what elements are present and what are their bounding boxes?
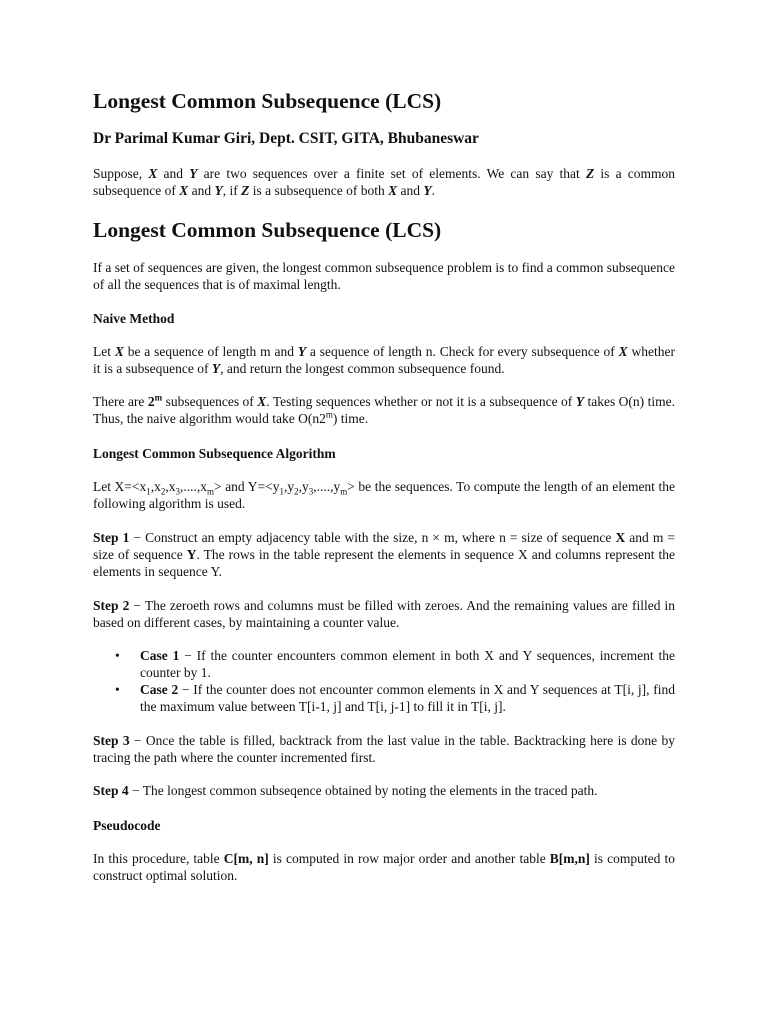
list-item: • Case 2 − If the counter does not encounter common elements in X and Y sequences at T[i, j], find the maximum value between T[i-1, j] and T[i, j-1] to fill it in T[i, j]. xyxy=(115,682,675,714)
step-1-paragraph: Step 1 − Construct an empty adjacency table with the size, n × m, where n = size of sequence X and m = size of sequence Y. The rows in the table represent the elements in sequence X and columns represent the elements in sequence Y. xyxy=(93,530,675,579)
algorithm-paragraph: Let $X=<x_1,x_2,x_3,....,x_m>$ and $Y=<y_1,y_2,y_3,....,y_m>$ be the sequences. To compute the length of an element the following algorithm is used. xyxy=(93,479,675,511)
naive-paragraph-2: There are 2$^m$ subsequences of X. Testing sequences whether or not it is a subsequence of Y takes O(n) time. Thus, the naive algorithm would take O(n2$^m$) time. xyxy=(93,392,675,426)
intro-paragraph: Suppose, X and Y are two sequences over a finite set of elements. We can say that Z is a common subsequence of X and Y, if Z is a subsequence of both X and Y. xyxy=(93,166,676,198)
page-title: Longest Common Subsequence (LCS) xyxy=(93,89,442,113)
step-4-paragraph: Step 4 − The longest common subseqence obtained by noting the elements in the traced path. xyxy=(93,783,598,798)
section-title: Longest Common Subsequence (LCS) xyxy=(93,218,442,242)
cases-list xyxy=(93,647,675,715)
naive-method-heading: Naive Method xyxy=(93,311,175,326)
pseudocode-paragraph: In this procedure, table C[m, n] is computed in row major order and another table B[m,n] is computed to construct optimal solution. xyxy=(93,851,675,883)
author-line: Dr Parimal Kumar Giri, Dept. CSIT, GITA, Bhubaneswar xyxy=(93,130,479,147)
bullet-marker: • xyxy=(115,648,120,663)
algorithm-heading: Longest Common Subsequence Algorithm xyxy=(93,446,336,461)
lcs-definition-paragraph: If a set of sequences are given, the longest common subsequence problem is to find a common subsequence of all the sequences that is of maximal length. xyxy=(93,260,675,292)
naive-paragraph-1: Let X be a sequence of length m and Y a sequence of length n. Check for every subsequence of X whether it is a subsequence of Y, and return the longest common subsequence found. xyxy=(93,344,675,376)
pseudocode-heading: Pseudocode xyxy=(93,818,161,833)
bullet-marker: • xyxy=(115,682,120,697)
step-2-paragraph: Step 2 − The zeroeth rows and columns must be filled with zeroes. And the remaining values are filled in based on different cases, by maintaining a counter value. xyxy=(93,598,676,630)
list-item: • Case 1 − If the counter encounters common element in both X and Y sequences, increment the counter by 1. xyxy=(115,648,675,680)
step-3-paragraph: Step 3 − Once the table is filled, backtrack from the last value in the table. Backtracking here is done by tracing the path where the counter incremented first. xyxy=(93,733,675,765)
